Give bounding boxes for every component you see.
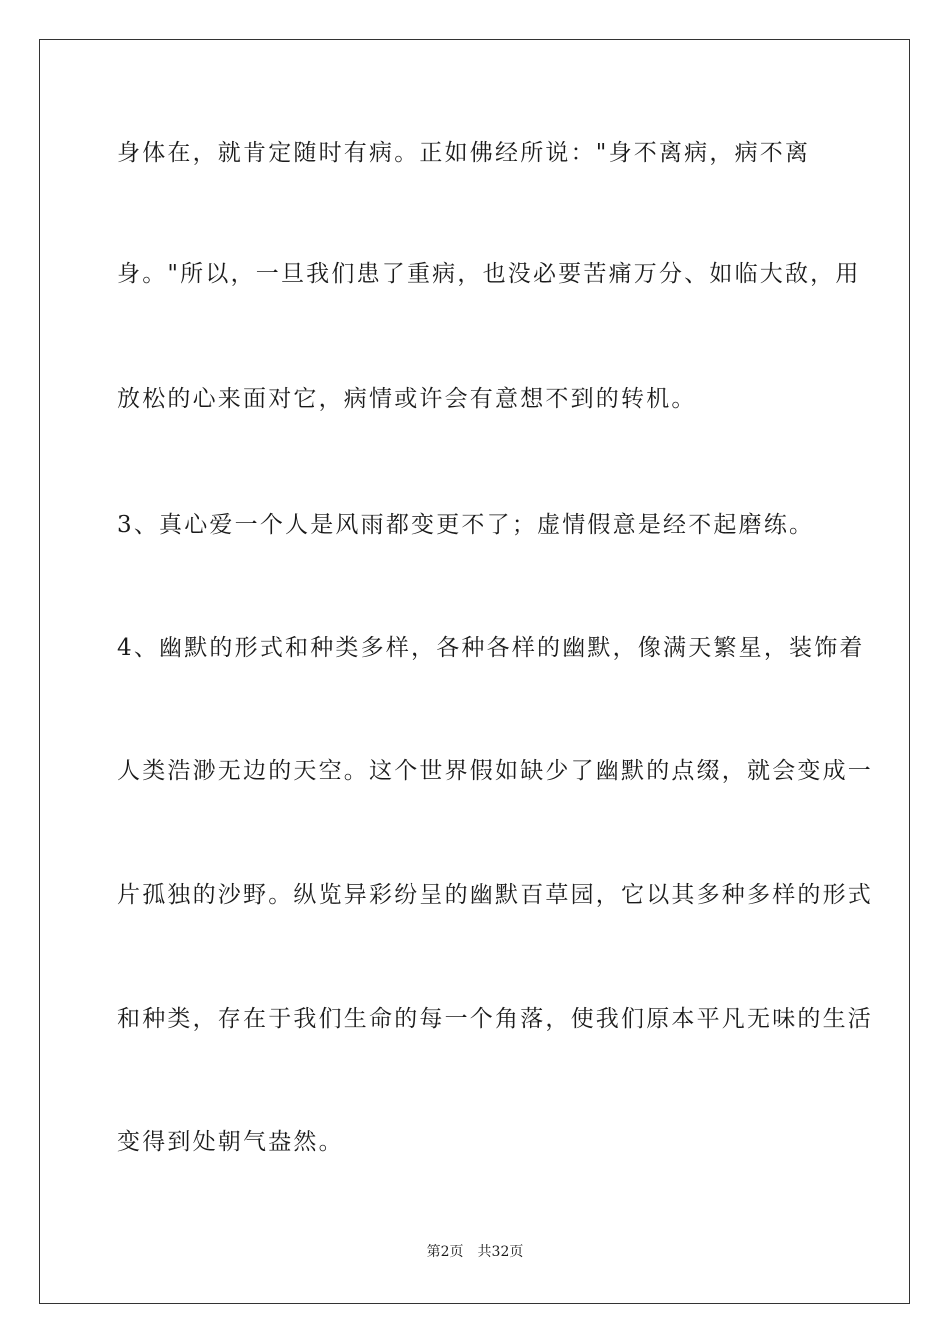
text-line: 人类浩渺无边的天空。这个世界假如缺少了幽默的点缀，就会变成一 — [117, 758, 873, 784]
page-number: 第2页 — [426, 1244, 464, 1260]
text-line: 变得到处朝气盎然。 — [117, 1129, 344, 1155]
page-footer — [0, 1243, 950, 1261]
text-line: 4、幽默的形式和种类多样，各种各样的幽默，像满天繁星，装饰着 — [117, 635, 865, 661]
text-line: 身。"所以，一旦我们患了重病，也没必要苦痛万分、如临大敌，用 — [117, 261, 861, 287]
text-line: 身体在，就肯定随时有病。正如佛经所说："身不离病，病不离 — [117, 140, 811, 166]
text-line: 放松的心来面对它，病情或许会有意想不到的转机。 — [117, 386, 697, 412]
text-line: 和种类，存在于我们生命的每一个角落，使我们原本平凡无味的生活 — [117, 1006, 873, 1032]
text-line: 片孤独的沙野。纵览异彩纷呈的幽默百草园，它以其多种多样的形式 — [117, 882, 873, 908]
page-total: 共32页 — [477, 1244, 524, 1260]
text-line: 3、真心爱一个人是风雨都变更不了；虚情假意是经不起磨练。 — [117, 512, 815, 538]
page-border — [39, 39, 910, 1304]
